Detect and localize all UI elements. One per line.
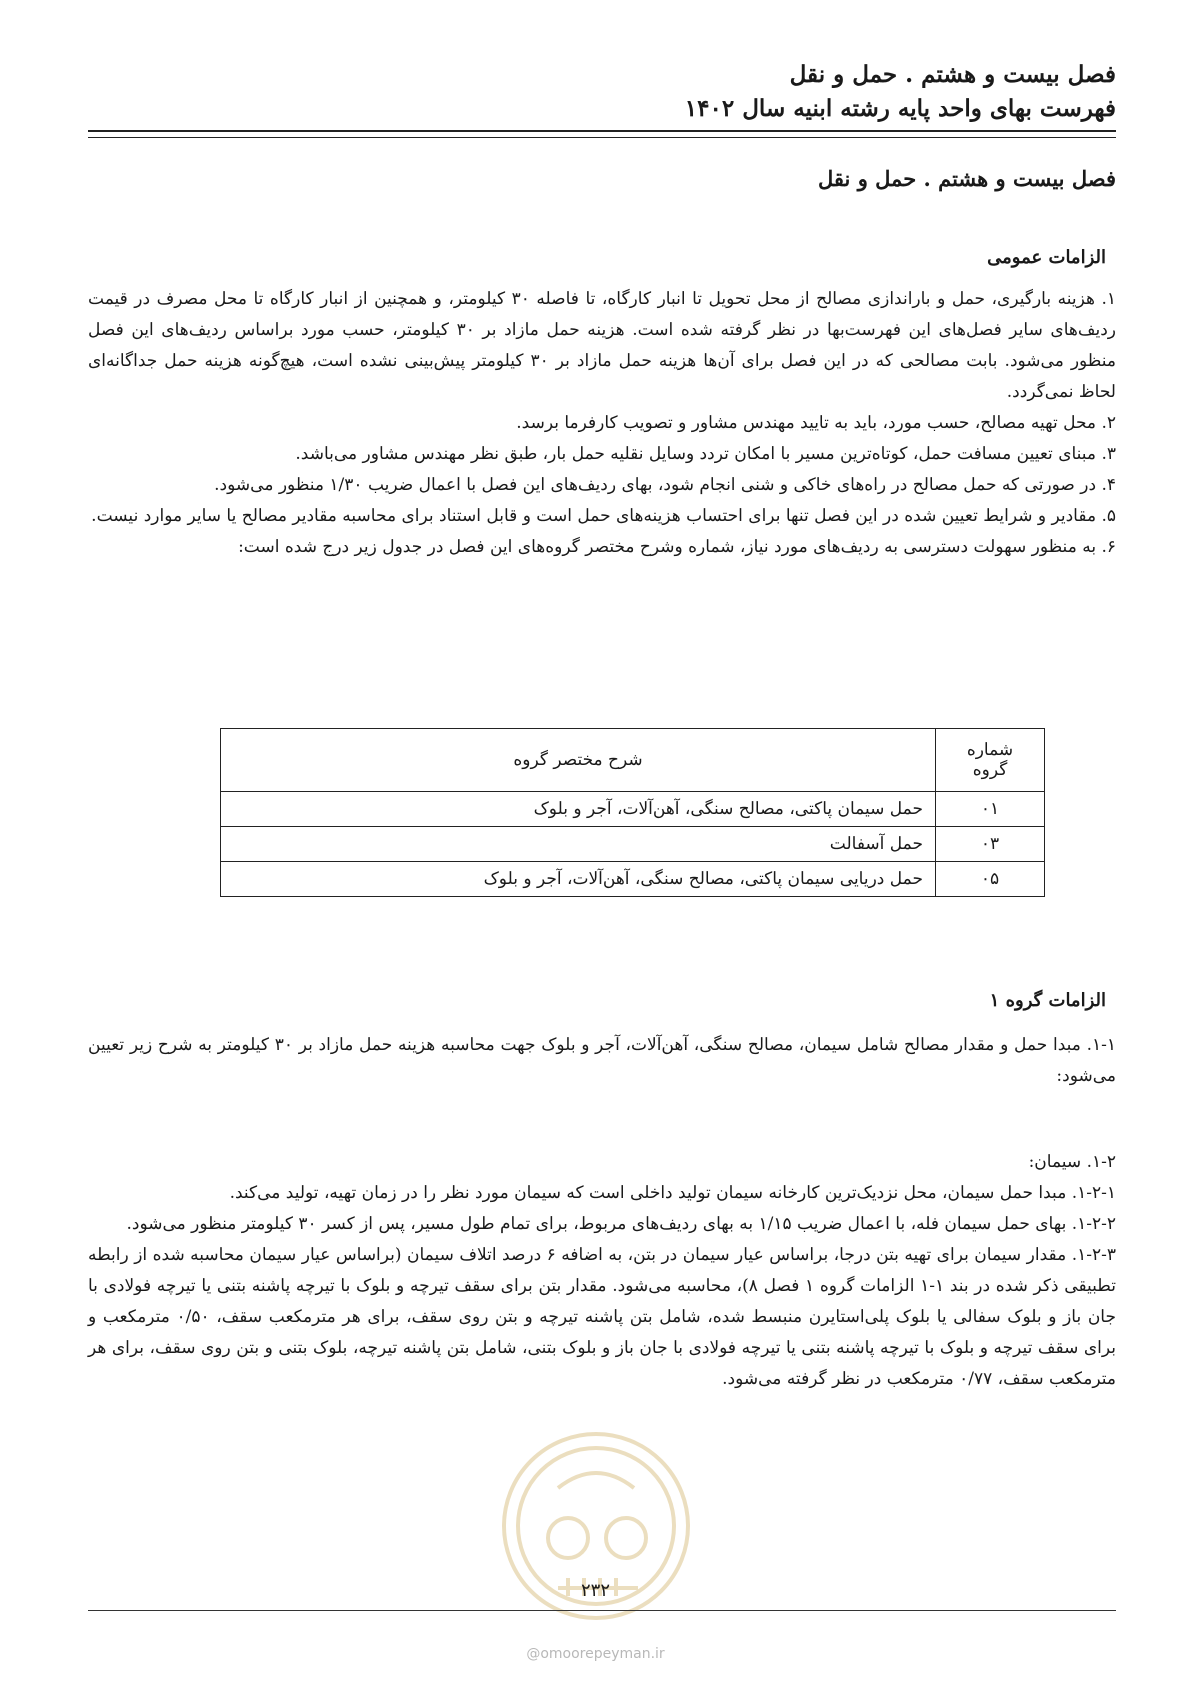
header-rule-thin — [88, 137, 1116, 138]
table-row — [221, 792, 1045, 827]
requirement-item-3: ۳. مبنای تعیین مسافت حمل، کوتاه‌ترین مسیر با امکان تردد وسایل نقلیه حمل بار، طبق نظر مهندس مشاور می‌باشد. — [295, 444, 1116, 464]
group1-requirements-body — [88, 1147, 1116, 1395]
group1-item-1-2: ۱-۲. سیمان: — [1028, 1152, 1116, 1172]
group-description-cell: حمل سیمان پاکتی، مصالح سنگی، آهن‌آلات، آجر و بلوک — [221, 792, 936, 827]
table-row — [221, 827, 1045, 862]
header-rule-thick — [88, 130, 1116, 132]
group-table — [220, 728, 1045, 897]
group-number-cell: ۰۵ — [936, 862, 1045, 897]
header-book-title: فهرست بهای واحد پایه رشته ابنیه سال ۱۴۰۲ — [684, 95, 1116, 122]
watermark-handle: @omoorepeyman.ir — [526, 1646, 665, 1662]
group1-item-1-2-3: ۱-۲-۳. مقدار سیمان برای تهیه بتن درجا، براساس عیار سیمان در بتن، به اضافه ۶ درصد اتلاف سیمان (براساس عیار سیمان محاسبه شده از رابطه تطبیقی ذکر شده در بند ۱-۱ الزامات گروه ۱ فصل ۸)، محاسبه می‌شود. مقدار بتن برای سقف تیرچه و بلوک با تیرچه پاشنه بتنی یا تیرچه فولادی با جان باز و بلوک سفالی یا بلوک پلی‌استایرن منبسط شده، شامل بتن پاشنه تیرچه و بتن روی سقف، برای هر مترمکعب سقف، ۰/۵۰ مترمکعب و برای سقف تیرچه و بلوک با تیرچه پاشنه بتنی یا تیرچه فولادی با جان باز و بلوک بتنی، شامل بتن پاشنه تیرچه، بلوک بتنی و بتن روی سقف، برای هر مترمکعب سقف، ۰/۷۷ مترمکعب در نظر گرفته می‌شود. — [88, 1245, 1116, 1389]
general-requirements-title: الزامات عمومی — [987, 247, 1106, 268]
running-header — [685, 58, 1116, 126]
group-number-cell: ۰۳ — [936, 827, 1045, 862]
requirement-item-2: ۲. محل تهیه مصالح، حسب مورد، باید به تایید مهندس مشاور و تصویب کارفرما برسد. — [516, 413, 1116, 433]
requirement-item-5: ۵. مقادیر و شرایط تعیین شده در این فصل تنها برای احتساب هزینه‌های حمل است و قابل استناد برای محاسبه مقادیر مصالح یا سایر موارد نیست. — [91, 506, 1116, 526]
requirement-item-1: ۱. هزینه بارگیری، حمل و باراندازی مصالح از محل تحویل تا انبار کارگاه، تا فاصله ۳۰ کیلومتر، و همچنین از انبار کارگاه تا محل مصرف در قیمت ردیف‌های سایر فصل‌های این فهرست‌بها در نظر گرفته شده است. هزینه حمل مازاد بر ۳۰ کیلومتر، حسب مورد براساس ردیف‌های این فصل منظور می‌شود. بابت مصالحی که در این فصل برای آن‌ها هزینه حمل مازاد بر ۳۰ کیلومتر پیش‌بینی نشده است، هیچ‌گونه هزینه حمل جداگانه‌ای لحاظ نمی‌گردد. — [88, 289, 1117, 402]
page-number: ۲۳۲ — [580, 1580, 610, 1601]
group-number-cell: ۰۱ — [936, 792, 1045, 827]
group1-item-1-2-1: ۱-۲-۱. مبدا حمل سیمان، محل نزدیک‌ترین کارخانه سیمان تولید داخلی است که سیمان مورد نظر را در زمان تهیه، تولید می‌کند. — [229, 1183, 1116, 1203]
table-header-row — [221, 729, 1045, 792]
group1-item-1-1: ۱-۱. مبدا حمل و مقدار مصالح شامل سیمان، مصالح سنگی، آهن‌آلات، آجر و بلوک جهت محاسبه هزینه حمل مازاد بر ۳۰ کیلومتر به شرح زیر تعیین می‌شود: — [88, 1035, 1116, 1086]
group1-requirements-title: الزامات گروه ۱ — [989, 990, 1106, 1011]
group-description-cell: حمل دریایی سیمان پاکتی، مصالح سنگی، آهن‌آلات، آجر و بلوک — [221, 862, 936, 897]
col-header-group-number: شماره گروه — [936, 729, 1045, 792]
group1-item-1-2-2: ۱-۲-۲. بهای حمل سیمان فله، با اعمال ضریب ۱/۱۵ به بهای ردیف‌های مربوط، برای تمام طول مسیر، پس از کسر ۳۰ کیلومتر منظور می‌شود. — [126, 1214, 1116, 1234]
requirement-item-6: ۶. به منظور سهولت دسترسی به ردیف‌های مورد نیاز، شماره وشرح مختصر گروه‌های این فصل در جدول زیر درج شده است: — [238, 537, 1116, 557]
table-row — [221, 862, 1045, 897]
col-header-group-description: شرح مختصر گروه — [221, 729, 936, 792]
header-chapter-title: فصل بیست و هشتم . حمل و نقل — [789, 61, 1116, 88]
footer-rule — [88, 1610, 1116, 1611]
requirement-item-4: ۴. در صورتی که حمل مصالح در راه‌های خاکی و شنی انجام شود، بهای ردیف‌های این فصل با اعمال ضریب ۱/۳۰ منظور می‌شود. — [214, 475, 1116, 495]
general-requirements-body — [88, 284, 1116, 563]
chapter-title: فصل بیست و هشتم . حمل و نقل — [818, 166, 1116, 191]
group-description-cell: حمل آسفالت — [221, 827, 936, 862]
group1-intro — [88, 1030, 1116, 1092]
